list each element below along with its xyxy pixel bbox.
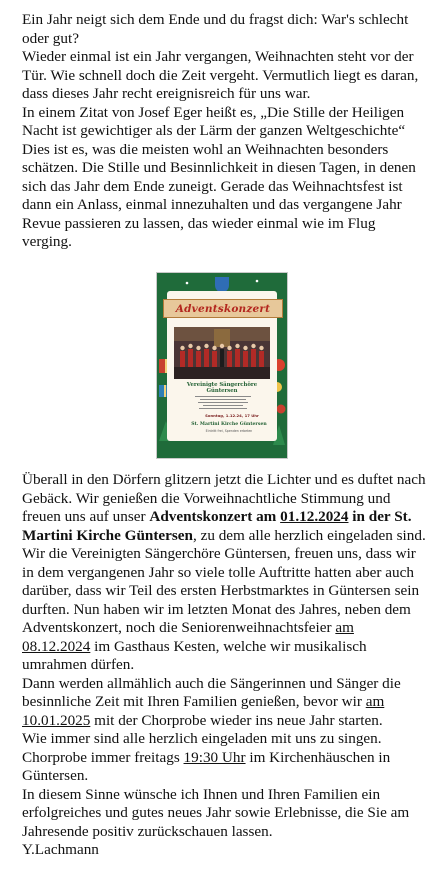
article-bottom [22, 471, 426, 860]
article-top [22, 11, 426, 252]
paragraph-intro: Ein Jahr neigt sich dem Ende und du fragst dich: War's schlecht oder gut? [22, 11, 409, 47]
rehearsal-time: 19:30 Uhr [183, 748, 246, 766]
concert-highlight: Adventskonzert am 01.12.2024 in der St. Martini Kirche Güntersen [22, 508, 412, 544]
paragraph-year-passed: Wieder einmal ist ein Jahr vergangen, Weihnachten steht vor der Tür. Wie schnell doch die Zeit vergeht. Vermutlich liegt es daran, dass dieses Jahr recht ereignisreich für uns war. [22, 48, 419, 102]
advent-concert-poster [157, 273, 287, 458]
paragraph-wishes: In diesem Sinne wünsche ich Ihnen und Ihren Familien ein erfolgreiches und gutes neues Jahr sowie Erlebnisse, die Sie am Jahresende positiv zurückschauen lassen. [22, 785, 410, 840]
choir-photo [174, 327, 270, 379]
paragraph-concert: Überall in den Dörfern glitzern jetzt die Lichter und es duftet nach Gebäck. Wir genießen die Vorweihnachtliche Stimmung und freuen uns auf unser Adventskonzert am 01.12.2024 in der St. Martini Kirche Güntersen, zu dem alle herzlich eingeladen sind. [22, 471, 426, 544]
paragraph-invitation: Wie immer sind alle herzlich eingeladen mit uns zu singen. [22, 730, 382, 747]
poster-location: St. Martini Kirche Güntersen [191, 422, 267, 427]
rehearsal-start-date: am 10.01.2025 [22, 693, 385, 729]
paragraph-quote: In einem Zitat von Josef Eger heißt es, „Die Stille der Heiligen Nacht ist gewichtiger als der Lärm der ganzen Weltgeschichte“ [22, 103, 406, 139]
senior-party-date: am 08.12.2024 [22, 619, 354, 655]
signature: Y.Lachmann [22, 841, 99, 858]
concert-date: 01.12.2024 [280, 508, 349, 525]
poster-note: Eintritt frei, Spenden erbeten [205, 429, 253, 433]
paragraph-rehearsal: Chorprobe immer freitags 19:30 Uhr im Kirchenhäuschen in Güntersen. [22, 748, 391, 784]
poster-date: Sonntag, 1.12.24, 17 Uhr [205, 413, 259, 418]
paragraph-new-year: Dann werden allmählich auch die Sängerinnen und Sänger die besinnliche Zeit mit Ihren Familien genießen, bevor wir am 10.01.2025 mit der Chorprobe wieder ins neue Jahr starten. [22, 674, 401, 729]
poster-choir-name: Vereinigte Sängerchöre Güntersen [186, 382, 258, 394]
paragraph-christmas: Dies ist es, was die meisten wohl an Weihnachten besonders schätzen. Die Stille und Besinnlichkeit in diesen Tagen, in denen sich das Jahr dem Ende zuneigt. Gerade das Weihnachtsfest ist dann ein Anlass, einmal innezuhalten und das vergangene Jahr Revue passieren zu lassen, das wieder einmal wie im Flug verging. [22, 140, 416, 250]
poster-title: Adventskonzert [163, 299, 283, 318]
poster-program-lines [193, 396, 253, 411]
paragraph-choir-year: Wir die Vereinigten Sängerchöre Güntersen, freuen uns, dass wir in dem vergangenen Jahr so viele tolle Auftritte hatten aber auch darüber, dass wir Teil des ersten Herbstmarktes in Güntersen sein durften. Nun haben wir im letzten Monat des Jahres, neben dem Adventskonzert, noch die Seniorenweihnachtsfeier am 08.12.2024 im Gasthaus Kesten, welche wir musikalisch umrahmen dürfen. [22, 545, 420, 673]
